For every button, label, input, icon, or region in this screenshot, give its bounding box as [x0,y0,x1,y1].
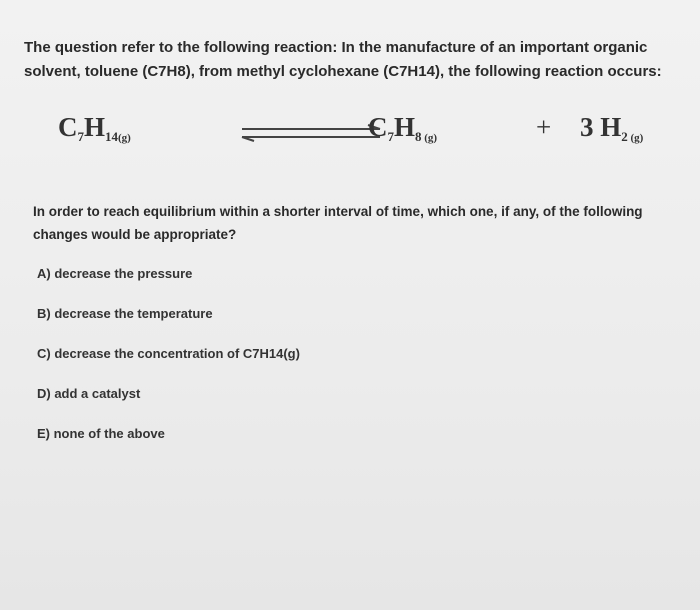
reactant-formula: $C_7H_{14(g)}$ [58,112,131,144]
option-b[interactable]: B) decrease the temperature [37,306,213,321]
answer-options [37,264,300,464]
reaction-equation [58,112,658,156]
intro-text: The question refer to the following reaction: In the manufacture of an important organic solvent, toluene (C7H8), from methyl cyclohexane (C7H14), the following reaction occurs: [24,39,662,80]
product-hydrogen-formula: 3 $H_2$ $_{(g)}$ [580,112,644,144]
question-text: In order to reach equilibrium within a shorter interval of time, which one, if any, of the following changes would be appropriate? [33,204,643,242]
plus-sign: + [536,112,552,142]
equilibrium-arrow-icon [236,124,386,144]
product-toluene-formula: $C_7H_8$ $_{(g)}$ [368,112,438,144]
option-d[interactable]: D) add a catalyst [37,386,141,401]
option-c[interactable]: C) decrease the concentration of C7H14(g) [37,346,300,361]
option-e[interactable]: E) none of the above [37,426,165,441]
option-a[interactable]: A) decrease the pressure [37,266,193,281]
